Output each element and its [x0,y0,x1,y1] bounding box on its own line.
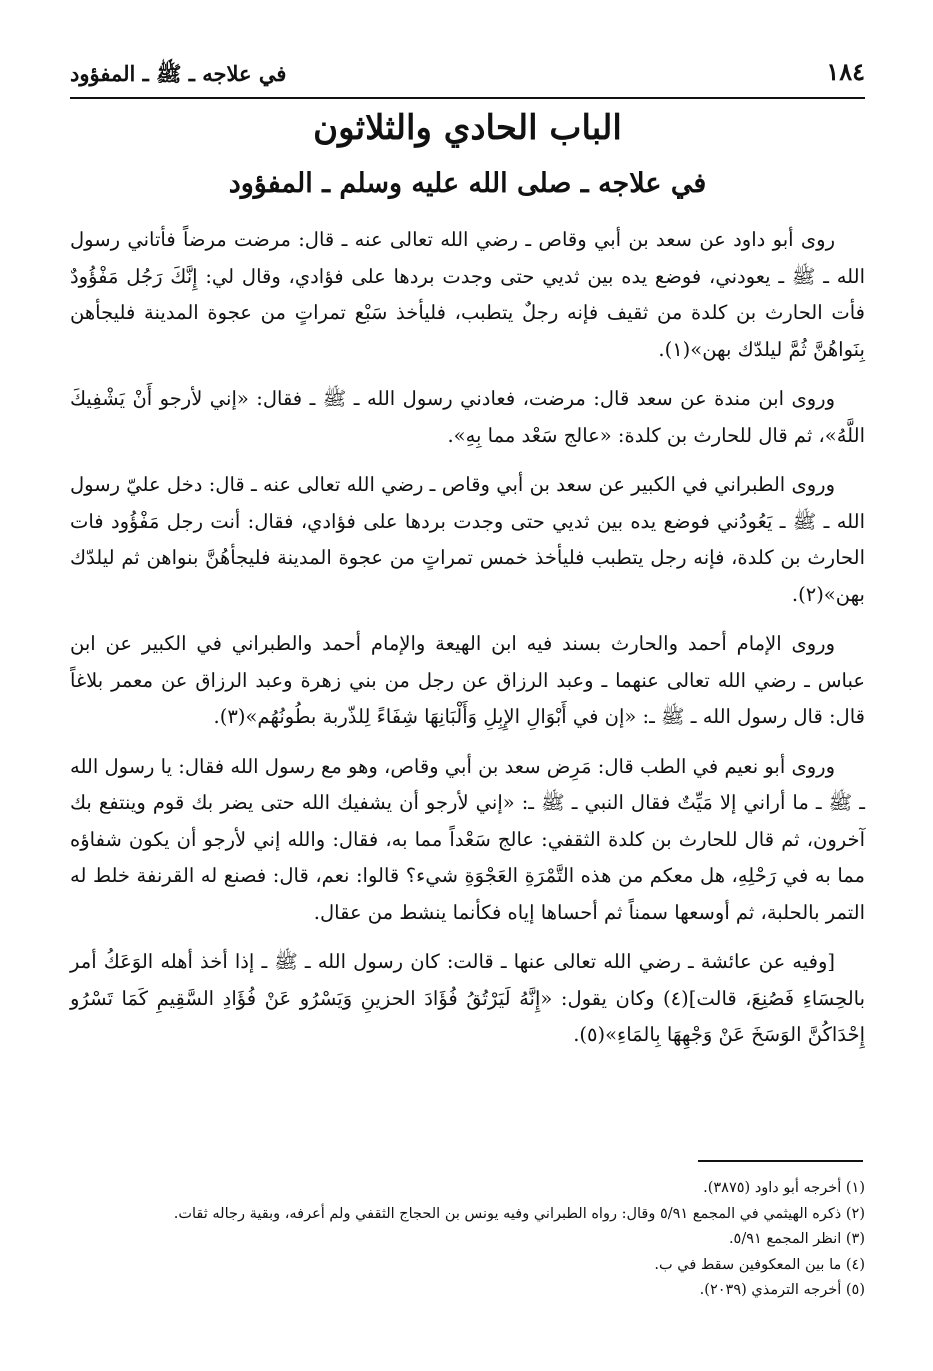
footnote: (٣) انظر المجمع ٥/٩١. [728,1231,865,1247]
paragraph: [وفيه عن عائشة ـ رضي الله تعالى عنها ـ قالت: كان رسول الله ـ ﷺ ـ إذا أخذ أهله الوَعَكُ أمر بالحِسَاءِ فَصُنِعَ، قالت](٤) وكان يقول: «إِنَّهُ لَيَرْتُقُ فُؤَادَ الحزينِ وَيَسْرُو عَنْ فُؤَادِ السَّقِيمِ كَمَا تَسْرُو إِحْدَاكُنَّ الوَسَخَ عَنْ وَجْهِهَا بِالمَاءِ»(٥). [70,950,866,1046]
paragraph: وروى أبو نعيم في الطب قال: مَرِض سعد بن أبي وقاص، وهو مع رسول الله فقال: يا رسول الله ـ ﷺ ـ ما أراني إلا مَيِّتٌ فقال النبي ـ ﷺ ـ: «إني لأرجو أن يشفيك الله حتى يضر بك قوم وينتفع بك آخرون، ثم قال للحارث بن كلدة الثقفي: عالج سَعْداً مما به، فقال: والله إني لأرجو أن يكون شفاؤه مما به في رَحْلِهِ، هل معكم من هذه التَّمْرَةِ العَجْوَةِ شيء؟ قالوا: نعم، قال: فصنع له القرنفة خلط له التمر بالحلبة، ثم أوسعها سمناً ثم أحساها إياه فكأنما ينشط من عقال. [70,754,865,924]
page-number: ١٨٤ [826,57,865,86]
footnotes [70,1176,865,1304]
footnote: (٥) أخرجه الترمذي (٢٠٣٩). [699,1282,865,1298]
running-header [70,55,865,99]
paragraph: وروى الإمام أحمد والحارث بسند فيه ابن الهيعة والإمام أحمد والطبراني في الكبير عن ابن عباس ـ رضي الله تعالى عنهما ـ وعبد الرزاق عن رجل من بني زهرة وعبد الرزاق عن معمر بلاغاً قال: قال رسول الله ـ ﷺ ـ: «إن في أَبْوَالِ الإِبِلِ وَأَلْبَانِهَا شِفَاءً لِلذّربة بطُونُهُم»(٣). [70,632,865,728]
footnote: (١) أخرجه أبو داود (٣٨٧٥). [703,1180,865,1196]
body-text [70,222,865,1067]
footnote: (٢) ذكره الهيثمي في المجمع ٥/٩١ وقال: رواه الطبراني وفيه يونس بن الحجاج الثقفي ولم أعرفه، وبقية رجاله ثقات. [173,1205,865,1222]
chapter-title: الباب الحادي والثلاثون [313,108,622,148]
footnote: (٤) ما بين المعكوفين سقط في ب. [654,1256,865,1273]
running-header-title: في علاجه ـ ﷺ ـ المفؤود [70,61,287,86]
footnote-separator [698,1160,863,1162]
paragraph: وروى الطبراني في الكبير عن سعد بن أبي وقاص ـ رضي الله تعالى عنه ـ قال: دخل عليّ رسول الله ـ ﷺ ـ يَعُودُني فوضع يده بين ثديي حتى وجدت بردها على فؤادي، فقال: أنت رجل مَفْؤُود فات الحارث بن كلدة، فإنه رجل يتطبب فليأخذ خمس تمراتٍ من عجوة المدينة فليجأهُنَّ بنواهن ثم ليلدّك بهن»(٢). [70,473,865,606]
paragraph: وروى ابن مندة عن سعد قال: مرضت، فعادني رسول الله ـ ﷺ ـ فقال: «إني لأرجو أَنْ يَشْفِيكَ اللَّهُ»، ثم قال للحارث بن كلدة: «عالج سَعْد مما بِهِ». [70,387,865,447]
paragraph: روى أبو داود عن سعد بن أبي وقاص ـ رضي الله تعالى عنه ـ قال: مرضت مرضاً فأتاني رسول الله ـ ﷺ ـ يعودني، فوضع يده بين ثديي حتى وجدت بردها على فؤادي، وقال لي: إِنَّكَ رَجُل مَفْؤُودٌ فأت الحارث بن كلدة من ثقيف فإنه رجلٌ يتطبب، فليأخذ سَبْع تمراتٍ من عجوة المدينة فليجأهن بِنَواهُنَّ ثُمَّ ليلدّك بهن»(١). [70,228,865,361]
chapter-subtitle: في علاجه ـ صلى الله عليه وسلم ـ المفؤود [228,168,707,199]
